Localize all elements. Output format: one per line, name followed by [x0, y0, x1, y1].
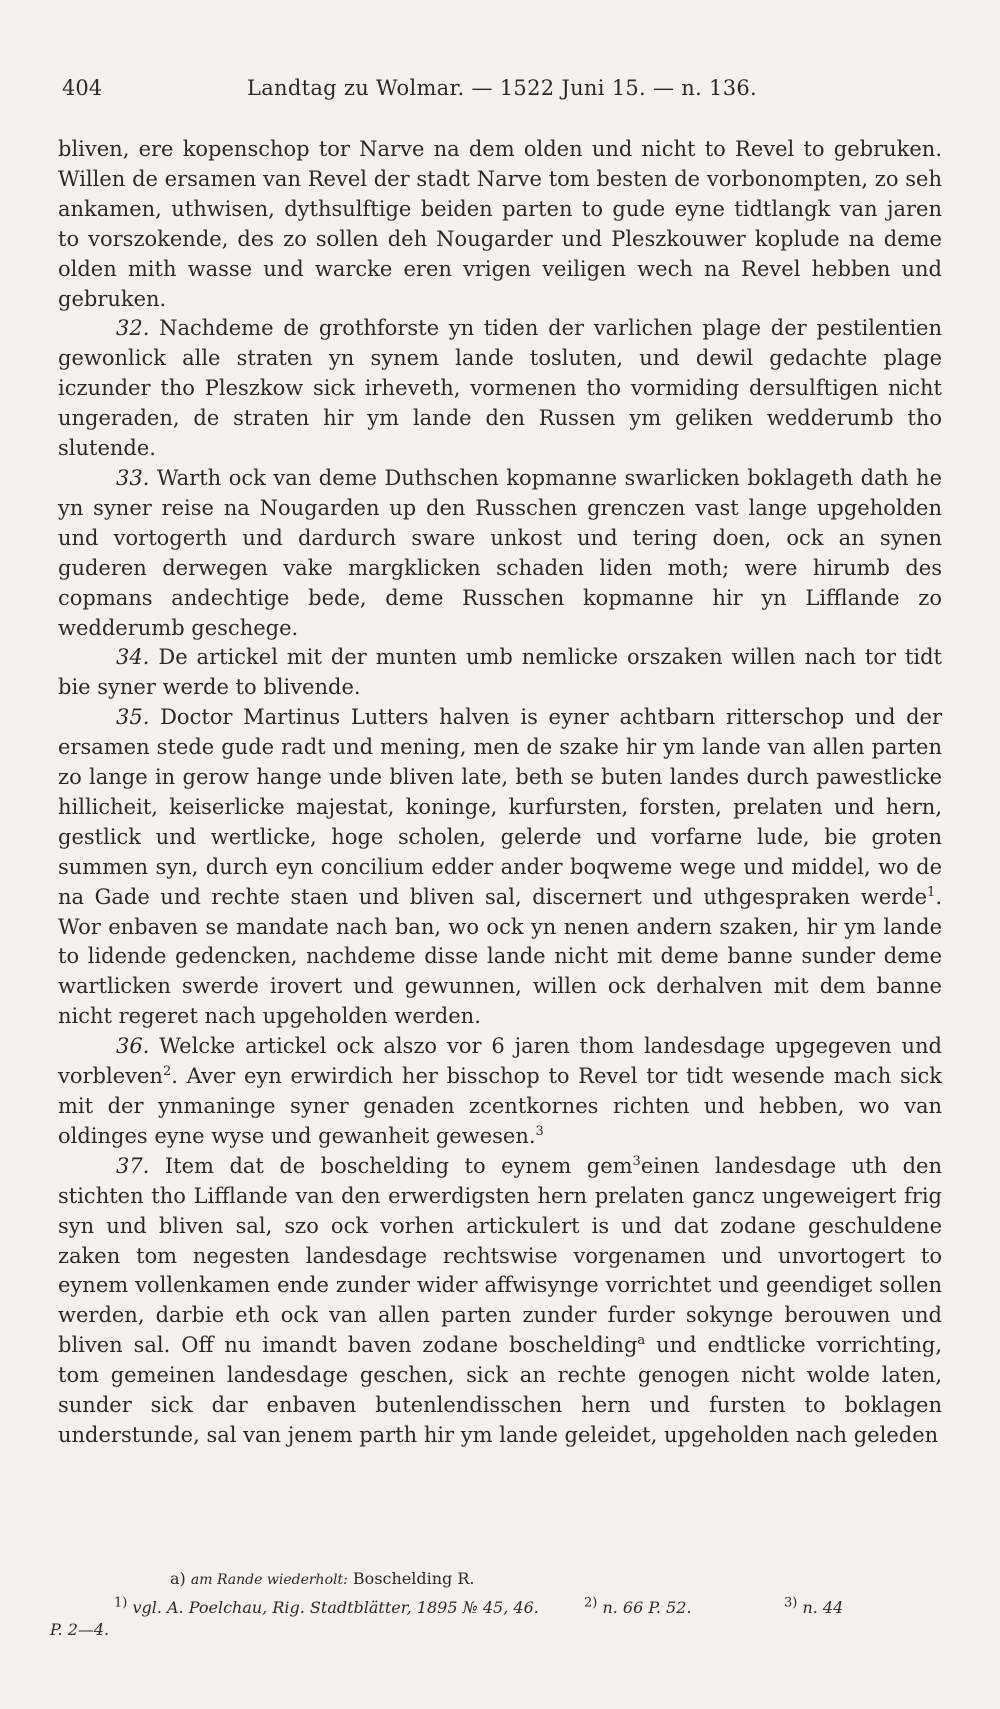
- footnote-line: [114, 1597, 940, 1619]
- footnote-ref-2: 2: [162, 1064, 172, 1080]
- footnote-3: [784, 1597, 904, 1619]
- article-number: 33.: [116, 465, 150, 490]
- article-number: 36.: [116, 1034, 150, 1059]
- paragraph-text: und endtlicke vorrichting, tom gemeinen landesdage geschen, sick an rechte genogen nicht wolde laten, sunder sick dar enbaven butenlendisschen hern und fursten to boklagen understunde, sal van jenem parth hir ym lande geleidet, upgeholden nach geleden: [58, 1333, 942, 1447]
- footnote-ref-3: 3: [535, 1123, 544, 1139]
- article-number: 35.: [116, 705, 150, 730]
- article-number: 34.: [116, 645, 150, 670]
- paragraph-text: . Aver eyn erwirdich her bisschop to Revel tor tidt wesende mach sick mit der ynmaninge syner genaden zcentkornes richten und hebben, wo van oldinges eyne wyse und gewanheit gewesen.: [58, 1064, 942, 1148]
- paragraph-text: bliven, ere kopenschop tor Narve na dem olden und nicht to Revel to gebruken. Willen de ersamen van Revel der stadt Narve tom besten de vorbonompten, zo seh ankamen, uthwisen, dythsulftige beiden parten to gude eyne tidtlangk van jaren to vorszokende, des zo sollen deh Nougarder und Pleszkouwer koplude na deme olden mith wasse und warcke eren vrigen veiligen wech na Revel hebben und gebruken.: [58, 137, 942, 311]
- paragraph-37: [58, 1152, 942, 1451]
- body-text: [58, 135, 942, 1451]
- page-number: 404: [62, 76, 103, 100]
- running-head: Landtag zu Wolmar. — 1522 Juni 15. — n. 136.: [246, 76, 758, 100]
- paragraph-text: Doctor Martinus Lutters halven is eyner achtbarn ritterschop und der ersamen stede gude radt und mening, men de szake hir ym lande van allen parten zo lange in gerow hange unde bliven late, beth se buten landes durch pawestlicke hillicheit, keiserlicke majestat, koninge, kurfursten, forsten, prelaten und hern, gestlick und wertlicke, hoge scholen, gelerde und vorfarne lude, bie groten summen syn, durch eyn concilium edder ander boqweme wege und middel, wo de na Gade und rechte staen und bliven sal, discernert und uthgespraken werde: [58, 705, 942, 909]
- footnotes: [50, 1568, 940, 1641]
- footnote-text: n. 66 P. 52.: [602, 1598, 692, 1617]
- footnote-references: [50, 1597, 940, 1641]
- footnote-2: [584, 1597, 784, 1619]
- footnote-3-continuation: P. 2—4.: [50, 1620, 110, 1639]
- paragraph-text: Item dat de boschelding to eynem gem: [164, 1153, 633, 1178]
- footnote-marker: 3): [784, 1595, 798, 1611]
- article-number: 37.: [116, 1153, 150, 1178]
- article-number: 32.: [116, 316, 150, 341]
- paragraph-continuation: [58, 135, 942, 314]
- footnote-marker: 1): [114, 1595, 128, 1611]
- footnote-ref-1: 1: [927, 884, 936, 900]
- footnote-a: [50, 1568, 940, 1591]
- footnote-ref-a: a: [637, 1333, 646, 1349]
- footnote-marker: a): [170, 1569, 186, 1588]
- footnote-marker: 2): [584, 1595, 598, 1611]
- paragraph-text: einen landesdage uth den stichten tho Lifflande van den erwerdigsten hern prelaten gancz ungeweigert frig syn und bliven sal, szo ock vorhen artickulert is und dat zodane geschuldene zaken tom negesten landesdage rechtswise vorgenamen und unvortogert to eynem vollenkamen ende zunder wider affwisynge vorrichtet und geendiget sollen werden, darbie eth ock van allen parten zunder furder sokynge berouwen und bliven sal. Off nu imandt baven zodane boschelding: [58, 1153, 943, 1358]
- paragraph-33: [58, 464, 942, 643]
- page-header: [62, 76, 942, 104]
- footnote-text: Boschelding R.: [352, 1569, 475, 1588]
- superscript-3: 3: [632, 1153, 641, 1169]
- paragraph-32: [58, 314, 942, 464]
- paragraph-text: Nachdeme de grothforste yn tiden der varlichen plage der pestilentien gewonlick alle straten yn synem lande tosluten, und dewil gedachte plage iczunder tho Pleszkow sick irheveth, vormenen tho vormiding dersulftigen nicht ungeraden, de straten hir ym lande den Russen ym geliken wedderumb tho slutende.: [58, 316, 942, 461]
- paragraph-36: [58, 1032, 942, 1152]
- footnote-italic: am Rande wiederholt:: [190, 1572, 348, 1588]
- paragraph-35: [58, 703, 942, 1032]
- footnote-text: n. 44: [802, 1598, 844, 1617]
- paragraph-text: . Wor enbaven se mandate nach ban, wo ock yn nenen andern szaken, hir ym lande to lidende gedencken, nachdeme disse lande nicht mit deme banne sunder deme wartlicken swerde irovert und gewunnen, willen ock derhalven mit dem banne nicht regeret nach upgeholden werden.: [58, 884, 942, 1029]
- paragraph-34: [58, 643, 942, 703]
- footnote-1: [114, 1597, 584, 1619]
- paragraph-text: De artickel mit der munten umb nemlicke orszaken willen nach tor tidt bie syner werde to blivende.: [58, 645, 943, 700]
- paragraph-text: Warth ock van deme Duthschen kopmanne swarlicken boklageth dath he yn syner reise na Nougarden up den Russchen grenczen vast lange upgeholden und vortogerth und dardurch sware unkost und tering doen, ock an synen guderen derwegen vake margklicken schaden liden moth; were hirumb des copmans andechtige bede, deme Russchen kopmanne hir yn Lifflande zo wedderumb geschege.: [58, 465, 942, 640]
- paragraph-text: Welcke artickel ock alszo vor 6 jaren thom landesdage upgegeven und vorbleven: [58, 1034, 942, 1089]
- footnote-text: vgl. A. Poelchau, Rig. Stadtblätter, 1895 № 45, 46.: [132, 1598, 539, 1617]
